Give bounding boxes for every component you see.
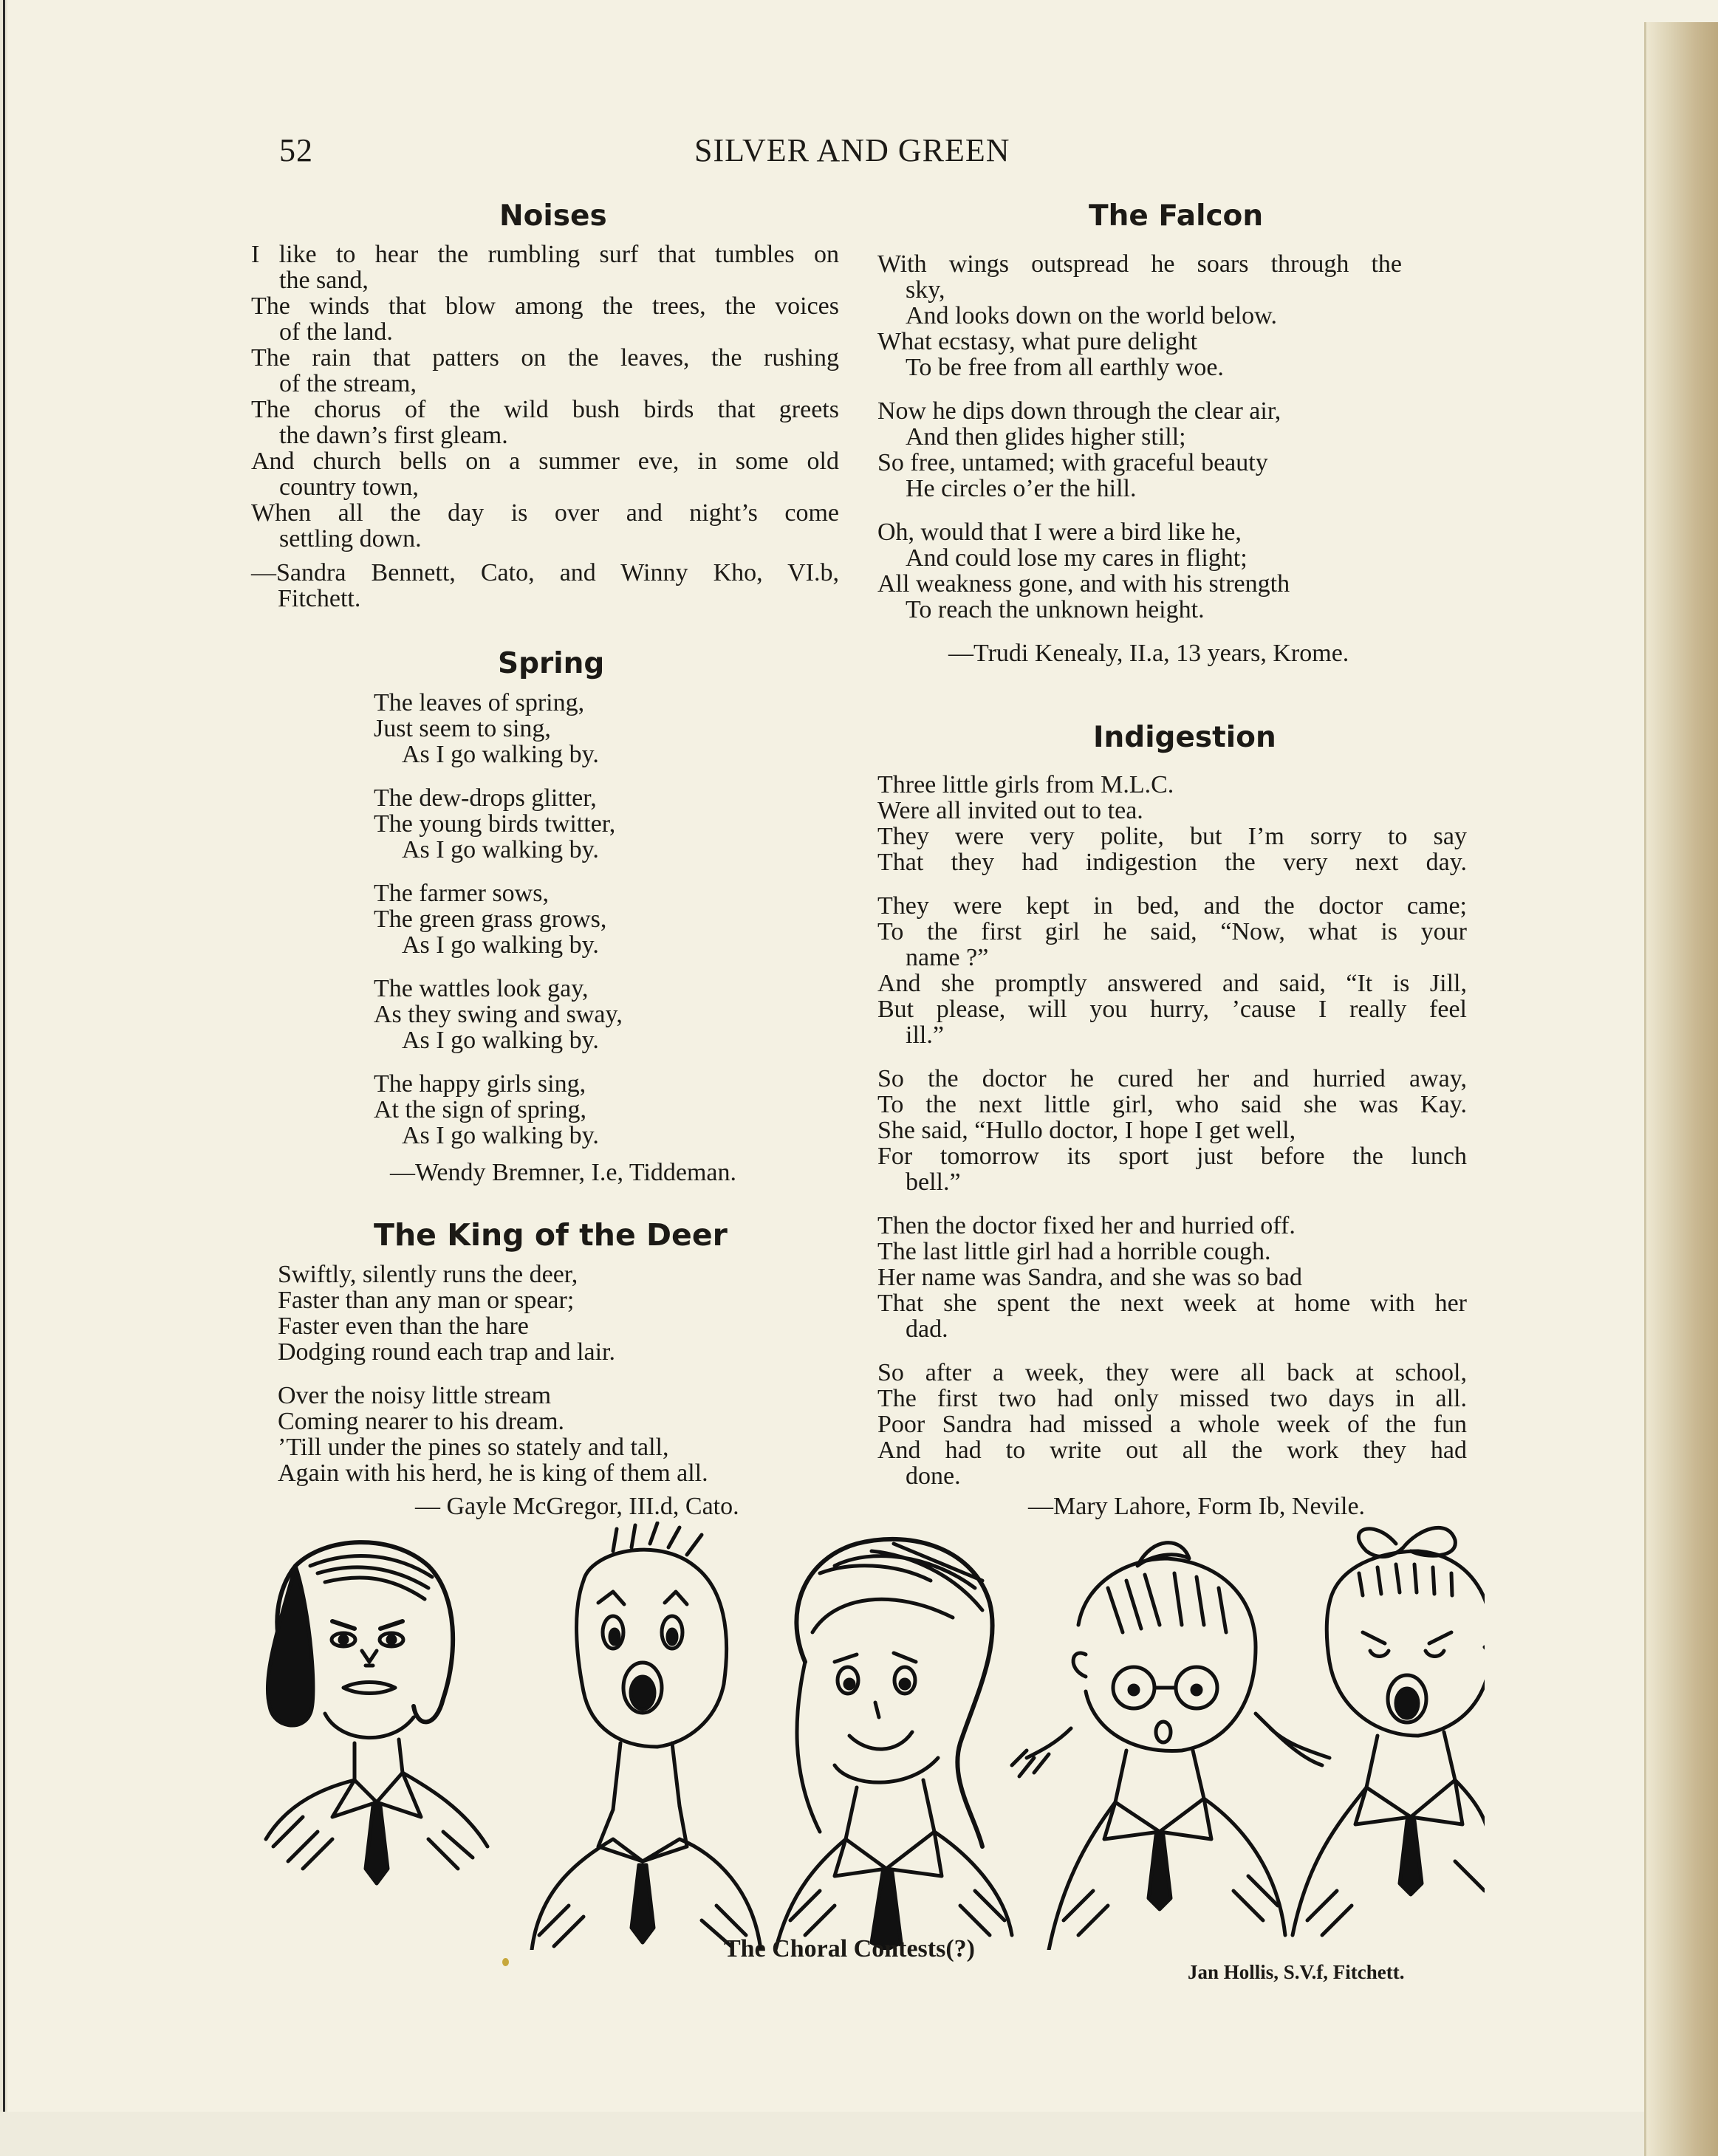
poem-line: Oh, would that I were a bird like he, <box>877 519 1242 546</box>
poem-line: To be free from all earthly woe. <box>906 354 1224 381</box>
poem-line: But please, will you hurry, ’cause I really feel <box>877 996 1467 1023</box>
poem-line: dad. <box>906 1315 948 1343</box>
poem-title-spring: Spring <box>498 647 605 680</box>
poem-line: When all the day is over and night’s come <box>251 499 839 527</box>
poem-line: As I go walking by. <box>402 836 599 863</box>
poem-noises <box>251 242 839 552</box>
poem-line: country town, <box>279 473 419 501</box>
girl-4-figure <box>1012 1543 1329 1950</box>
girl-2-figure <box>532 1523 761 1950</box>
poem-line: They were very polite, but I’m sorry to say <box>877 823 1467 850</box>
running-head: SILVER AND GREEN <box>694 132 1010 168</box>
poem-line: Now he dips down through the clear air, <box>877 397 1281 425</box>
ink-dot <box>502 1958 509 1966</box>
poem-line: Her name was Sandra, and she was so bad <box>877 1264 1302 1291</box>
poem-line: name ?” <box>906 944 989 971</box>
poem-line: The dew-drops glitter, <box>374 784 597 812</box>
girl-5-figure <box>1293 1527 1485 1935</box>
poem-noises-credit <box>251 560 839 612</box>
girl-1-figure <box>266 1542 487 1883</box>
poem-spring <box>374 690 623 1149</box>
illustration-caption: The Choral Contests(?) <box>724 1935 975 1962</box>
poem-title-noises: Noises <box>499 199 607 233</box>
poem-line: The winds that blow among the trees, the voices <box>251 292 839 320</box>
poem-line: And she promptly answered and said, “It is Jill, <box>877 970 1467 997</box>
girl-3-figure <box>776 1539 1012 1950</box>
poem-line: The young birds twitter, <box>374 810 616 838</box>
poem-line: And had to write out all the work they had <box>877 1437 1467 1464</box>
poem-line: bell.” <box>906 1168 961 1196</box>
poem-spring-credit: —Wendy Bremner, I.e, Tiddeman. <box>390 1159 736 1186</box>
poem-line: What ecstasy, what pure delight <box>877 328 1198 355</box>
poem-line: Three little girls from M.L.C. <box>877 771 1174 798</box>
poem-line: ’Till under the pines so stately and tall, <box>278 1434 669 1461</box>
poem-line: the dawn’s first gleam. <box>279 422 508 449</box>
poem-line: Again with his herd, he is king of them all. <box>278 1459 708 1487</box>
poem-line: That they had indigestion the very next day. <box>877 849 1467 876</box>
poem-line: At the sign of spring, <box>374 1096 587 1123</box>
poem-line: So free, untamed; with graceful beauty <box>877 449 1268 476</box>
poem-line: Poor Sandra had missed a whole week of the fun <box>877 1411 1467 1438</box>
poem-line: So after a week, they were all back at school, <box>877 1359 1467 1386</box>
poem-title-indigestion: Indigestion <box>1093 721 1276 754</box>
poem-line: sky, <box>906 276 945 304</box>
poem-line: The wattles look gay, <box>374 975 589 1002</box>
poem-line: So the doctor he cured her and hurried away, <box>877 1065 1467 1092</box>
poem-line: of the land. <box>279 318 393 346</box>
poem-falcon <box>877 251 1402 623</box>
poem-line: They were kept in bed, and the doctor came; <box>877 892 1467 920</box>
poem-line: done. <box>906 1462 961 1490</box>
poem-line: As I go walking by. <box>402 1027 599 1054</box>
poem-line: He circles o’er the hill. <box>906 475 1137 502</box>
poem-line: For tomorrow its sport just before the lunch <box>877 1143 1467 1170</box>
choral-contests-drawing <box>244 1522 1485 1950</box>
poem-line: That she spent the next week at home with her <box>877 1290 1467 1317</box>
poem-line: Dodging round each trap and lair. <box>278 1338 615 1366</box>
poem-line: The rain that patters on the leaves, the rushing <box>251 344 839 372</box>
poem-line: As I go walking by. <box>402 1122 599 1149</box>
poem-line: The chorus of the wild bush birds that greets <box>251 396 839 423</box>
poem-line: The green grass grows, <box>374 906 607 933</box>
poem-line: Were all invited out to tea. <box>877 797 1143 824</box>
poem-line: To reach the unknown height. <box>906 596 1205 623</box>
poem-credit: —Sandra Bennett, Cato, and Winny Kho, VI.b, <box>251 559 839 586</box>
book-binding <box>1644 22 1718 2156</box>
poem-line: Faster even than the hare <box>278 1313 529 1340</box>
poem-line: of the stream, <box>279 370 417 397</box>
poem-title-king-of-the-deer: The King of the Deer <box>374 1217 728 1253</box>
poem-line: As I go walking by. <box>402 931 599 959</box>
poem-line: I like to hear the rumbling surf that tumbles on <box>251 241 839 268</box>
poem-line: The happy girls sing, <box>374 1070 586 1098</box>
poem-line: Just seem to sing, <box>374 715 551 742</box>
page-number: 52 <box>279 132 313 168</box>
poem-line: The first two had only missed two days in all. <box>877 1385 1467 1412</box>
page-bottom-margin <box>0 2112 1644 2156</box>
poem-line: Over the noisy little stream <box>278 1382 552 1409</box>
poem-line: The leaves of spring, <box>374 689 585 716</box>
poem-line: And then glides higher still; <box>906 423 1186 451</box>
illustration-artist-credit: Jan Hollis, S.V.f, Fitchett. <box>1188 1961 1405 1983</box>
poem-line: And could lose my cares in flight; <box>906 544 1248 572</box>
poem-line: the sand, <box>279 267 369 294</box>
poem-line: And looks down on the world below. <box>906 302 1278 329</box>
poem-line: To the first girl he said, “Now, what is your <box>877 918 1467 945</box>
poem-line: Then the doctor fixed her and hurried off. <box>877 1212 1296 1239</box>
poem-indigestion-credit: —Mary Lahore, Form Ib, Nevile. <box>1028 1493 1366 1520</box>
poem-falcon-credit: —Trudi Kenealy, II.a, 13 years, Krome. <box>948 640 1349 667</box>
poem-line: She said, “Hullo doctor, I hope I get well, <box>877 1117 1296 1144</box>
poem-king-of-the-deer-credit: — Gayle McGregor, III.d, Cato. <box>415 1493 739 1520</box>
poem-line: As they swing and sway, <box>374 1001 623 1028</box>
poem-line: And church bells on a summer eve, in some old <box>251 448 839 475</box>
poem-line: As I go walking by. <box>402 741 599 768</box>
poem-line: The last little girl had a horrible cough. <box>877 1238 1271 1265</box>
poem-king-of-the-deer <box>278 1262 708 1486</box>
page-left-edge <box>0 0 7 2156</box>
poem-line: All weakness gone, and with his strength <box>877 570 1290 598</box>
poem-line: ill.” <box>906 1021 944 1049</box>
poem-indigestion <box>877 772 1467 1489</box>
poem-line: The farmer sows, <box>374 880 549 907</box>
poem-line: Faster than any man or spear; <box>278 1287 575 1314</box>
poem-line: settling down. <box>279 525 422 552</box>
poem-line: Swiftly, silently runs the deer, <box>278 1261 578 1288</box>
poem-credit: Fitchett. <box>278 585 361 612</box>
poem-line: To the next little girl, who said she was Kay. <box>877 1091 1467 1118</box>
poem-line: Coming nearer to his dream. <box>278 1408 565 1435</box>
poem-line: With wings outspread he soars through the <box>877 250 1402 278</box>
poem-title-falcon: The Falcon <box>1089 199 1264 233</box>
